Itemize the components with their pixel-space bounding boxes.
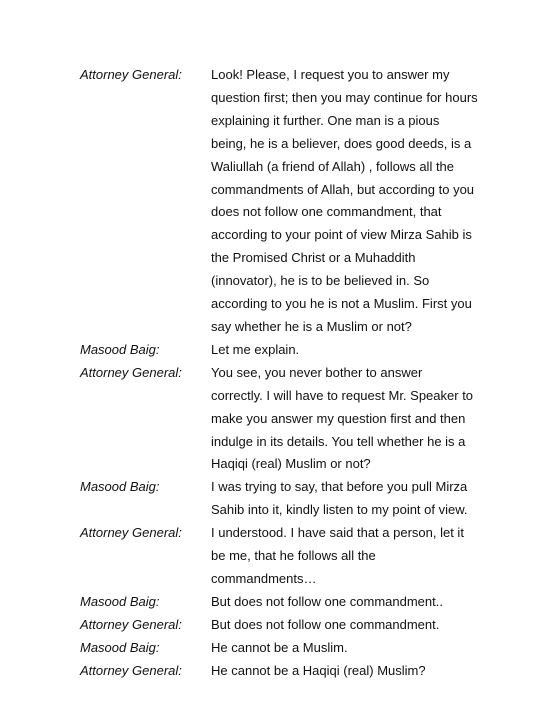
dialogue-text xyxy=(211,591,472,614)
dialogue-line: the Promised Christ or a Muhaddith xyxy=(211,250,416,266)
dialogue-entry xyxy=(80,339,472,362)
dialogue-line: But does not follow one commandment. xyxy=(211,616,440,632)
speaker-label: Masood Baig: xyxy=(80,479,160,495)
dialogue-line: indulge in its details. You tell whether he is a xyxy=(211,433,466,449)
speaker-label: Masood Baig: xyxy=(80,341,160,357)
dialogue-line: But does not follow one commandment.. xyxy=(211,593,443,609)
speaker-label: Attorney General: xyxy=(80,525,182,541)
dialogue-text xyxy=(211,614,472,637)
dialogue-line: (innovator), he is to be believed in. So xyxy=(211,273,430,289)
dialogue-line: make you answer my question first and then xyxy=(211,410,466,426)
dialogue-line: He cannot be a Haqiqi (real) Muslim? xyxy=(211,662,426,678)
dialogue-line: commandments… xyxy=(211,570,317,586)
dialogue-line: question first; then you may continue for hours xyxy=(211,89,478,105)
dialogue-entry xyxy=(80,614,472,637)
dialogue-line: say whether he is a Muslim or not? xyxy=(211,318,412,334)
dialogue-line: does not follow one commandment, that xyxy=(211,204,442,220)
transcript xyxy=(80,64,478,682)
dialogue-line: Let me explain. xyxy=(211,341,300,357)
dialogue-text xyxy=(211,339,472,362)
dialogue-line: commandments of Allah, but according to you xyxy=(211,181,475,197)
speaker-label: Attorney General: xyxy=(80,364,182,380)
dialogue-entry xyxy=(80,362,472,477)
dialogue-line: You see, you never bother to answer xyxy=(211,364,423,380)
dialogue-text xyxy=(211,476,472,522)
dialogue-entry xyxy=(80,476,472,522)
dialogue-line: Look! Please, I request you to answer my xyxy=(211,67,450,82)
dialogue-line: correctly. I will have to request Mr. Speaker to xyxy=(211,387,474,403)
dialogue-line: Waliullah (a friend of Allah) , follows all the xyxy=(211,158,455,174)
speaker-label: Attorney General: xyxy=(80,662,182,678)
dialogue-line: according to your point of view Mirza Sahib is xyxy=(211,227,472,243)
dialogue-line: Haqiqi (real) Muslim or not? xyxy=(211,456,371,472)
speaker-label: Masood Baig: xyxy=(80,639,160,655)
dialogue-text xyxy=(211,522,472,591)
speaker-label: Attorney General: xyxy=(80,67,182,82)
dialogue-line: be me, that he follows all the xyxy=(211,548,376,564)
speaker-label: Masood Baig: xyxy=(80,593,160,609)
speaker-label: Attorney General: xyxy=(80,616,182,632)
dialogue-line: He cannot be a Muslim. xyxy=(211,639,348,655)
dialogue-text xyxy=(211,637,472,660)
dialogue-text xyxy=(211,362,472,477)
dialogue-line: explaining it further. One man is a pious xyxy=(211,112,440,128)
dialogue-entry xyxy=(80,660,472,683)
dialogue-line: according to you he is not a Muslim. First you xyxy=(211,296,472,312)
dialogue-entry xyxy=(80,522,472,591)
dialogue-entry xyxy=(80,591,472,614)
dialogue-line: Sahib into it, kindly listen to my point of view. xyxy=(211,502,468,518)
dialogue-line: I understood. I have said that a person, let it xyxy=(211,525,464,541)
dialogue-entry xyxy=(80,637,472,660)
dialogue-line: being, he is a believer, does good deeds, is a xyxy=(211,135,472,151)
dialogue-text xyxy=(211,64,478,339)
dialogue-line: I was trying to say, that before you pull Mirza xyxy=(211,479,468,495)
dialogue-entry xyxy=(80,64,478,339)
dialogue-text xyxy=(211,660,472,683)
